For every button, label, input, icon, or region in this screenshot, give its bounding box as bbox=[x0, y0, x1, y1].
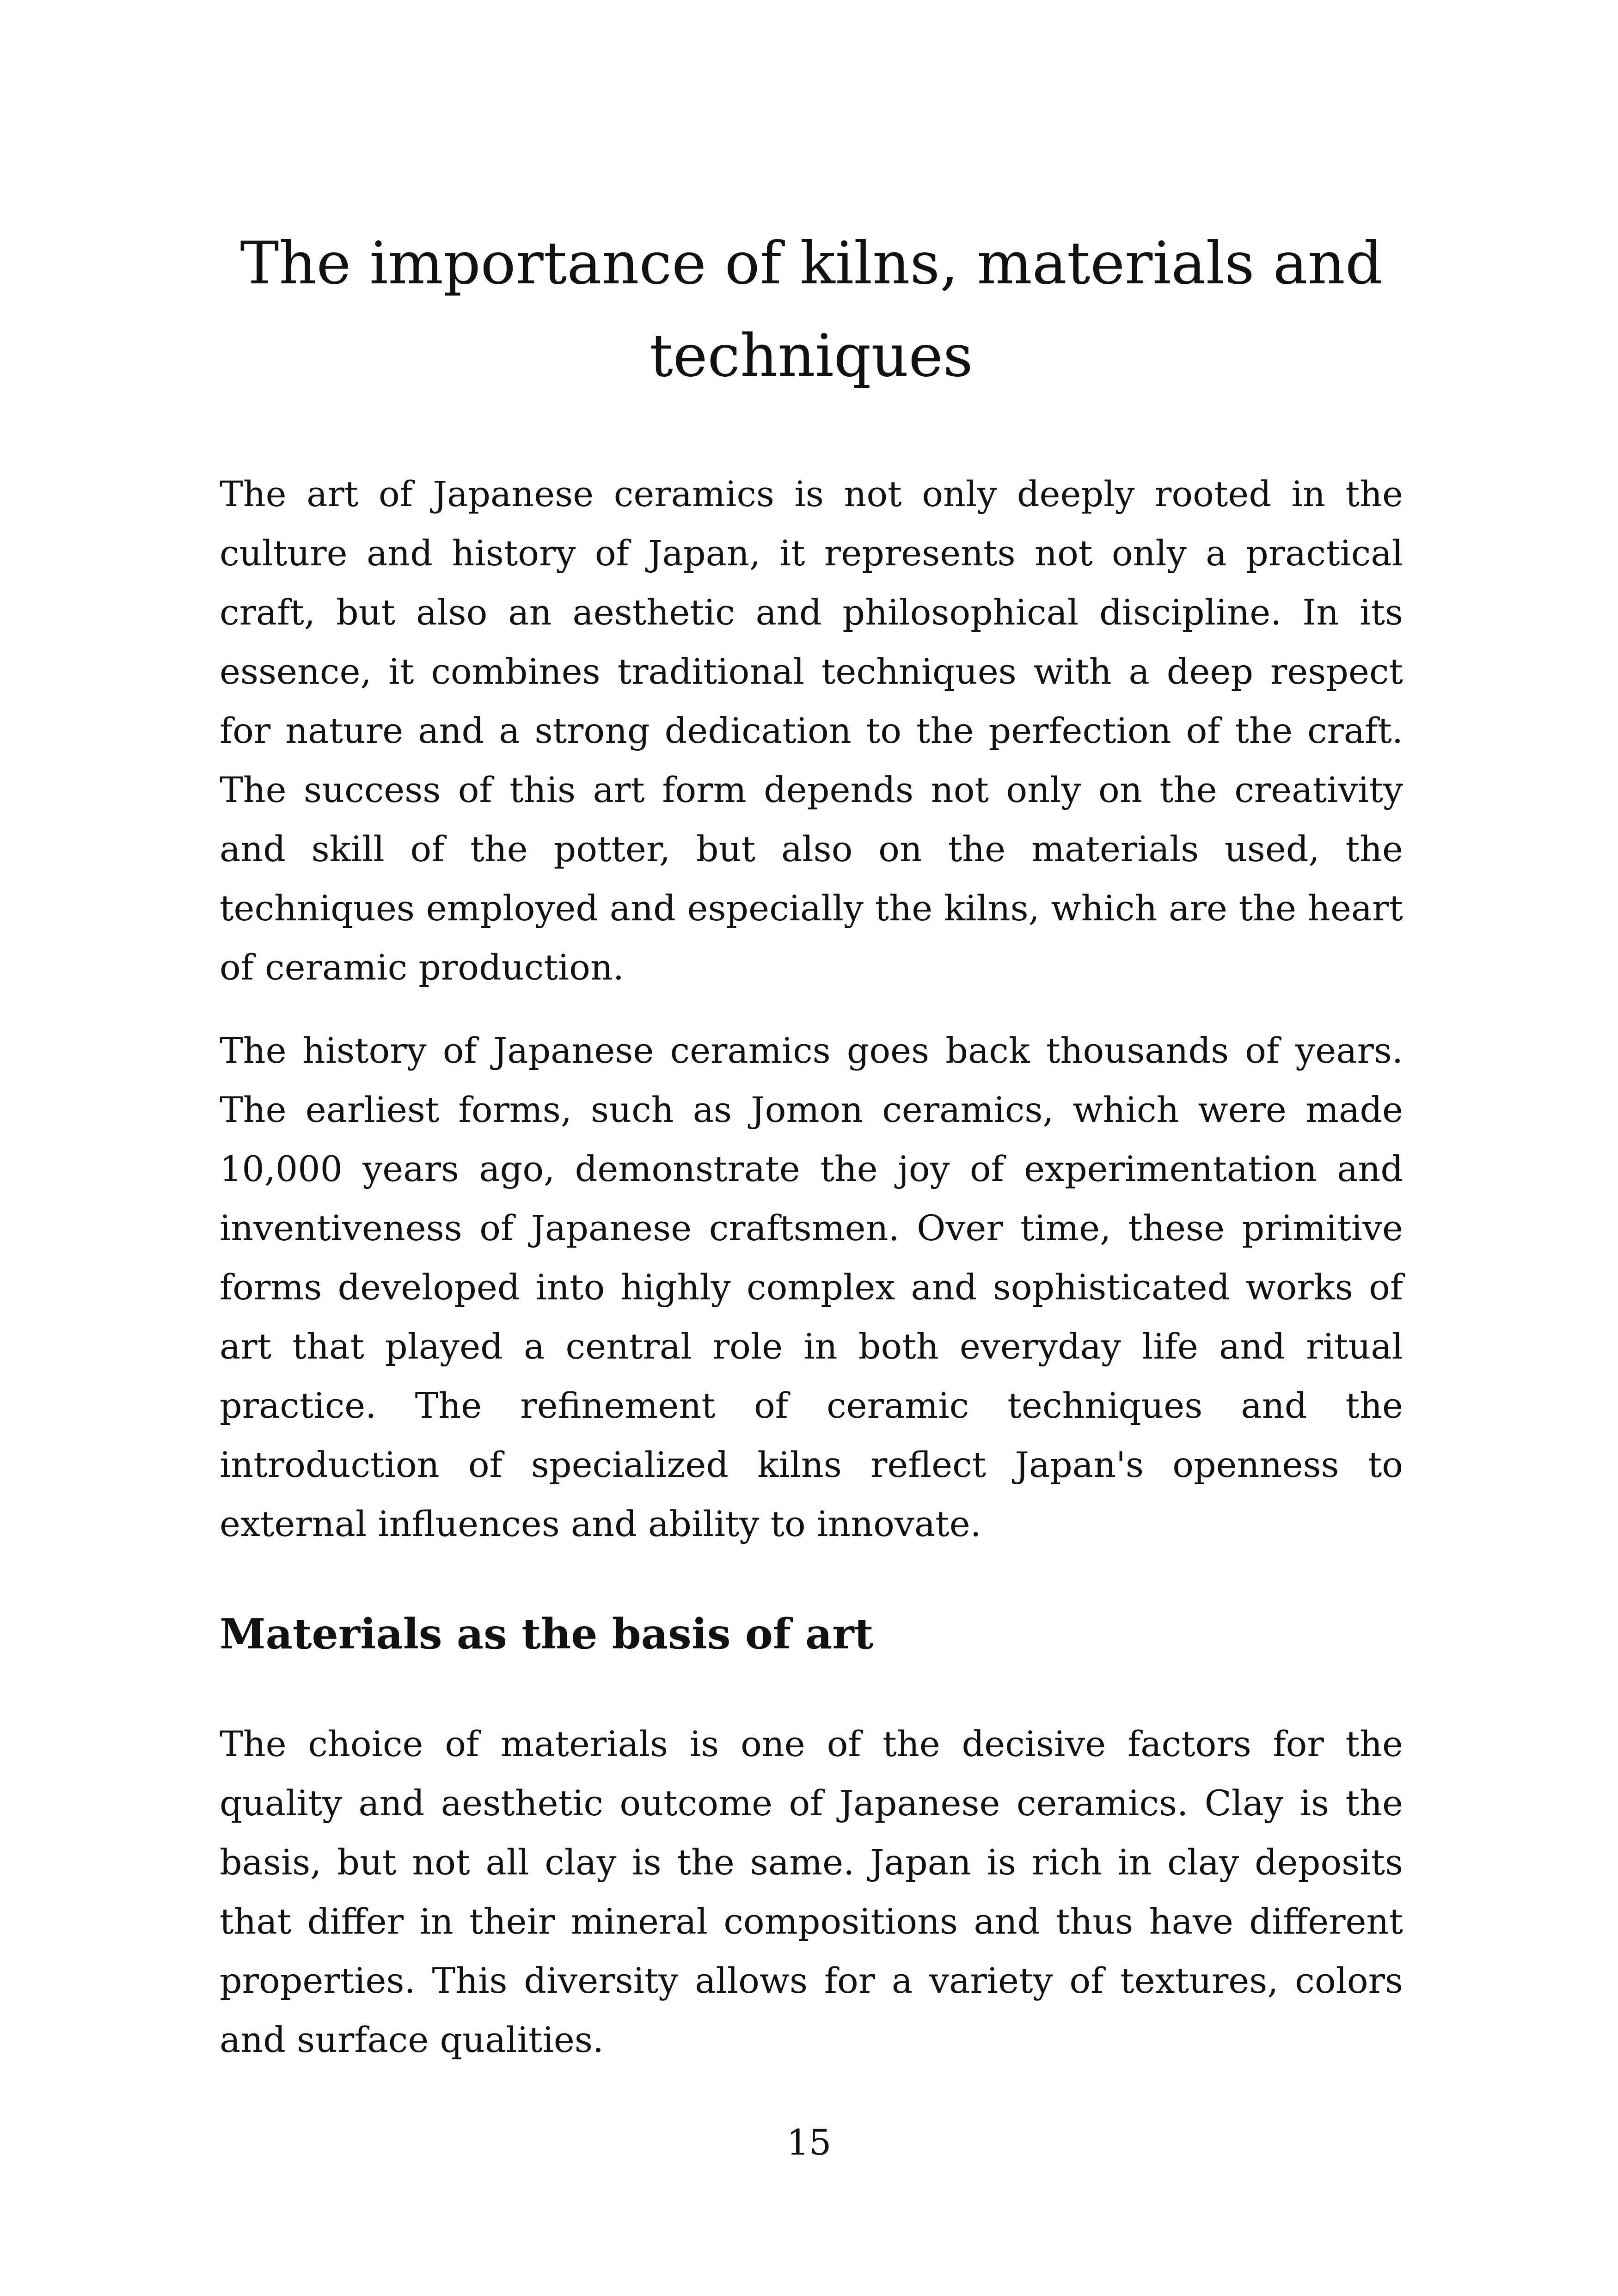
history-paragraph: The history of Japanese ceramics goes back thousands of years. The earliest forms, such as Jomon ceramics, which were made 10,000 years ago, demonstrate the joy of experimentation and inventiveness of Japanese craftsmen. Over time, these primitive forms developed into highly complex and sophisticated works of art that played a central role in both everyday life and ritual practice. The refinement of ceramic techniques and the introduction of specialized kilns reflect Japan's openness to external influences and ability to innovate. bbox=[220, 1030, 1403, 1544]
intro-paragraph: The art of Japanese ceramics is not only deeply rooted in the culture and history of Japan, it represents not only a practical craft, but also an aesthetic and philosophical discipline. In its essence, it combines traditional techniques with a deep respect for nature and a strong dedication to the perfection of the craft. The success of this art form depends not only on the creativity and skill of the potter, but also on the materials used, the techniques employed and especially the kilns, which are the heart of ceramic production. bbox=[220, 473, 1403, 988]
materials-paragraph: The choice of materials is one of the decisive factors for the quality and aesthetic outcome of Japanese ceramics. Clay is the basis, but not all clay is the same. Japan is rich in clay deposits that differ in their mineral compositions and thus have different properties. This diversity allows for a variety of textures, colors and surface qualities. bbox=[220, 1723, 1403, 2060]
page-number: 15 bbox=[786, 2122, 832, 2163]
chapter-title: The importance of kilns, materials and techniques bbox=[240, 229, 1383, 390]
section-heading: Materials as the basis of art bbox=[220, 1610, 874, 1659]
page-content bbox=[220, 217, 1403, 2069]
